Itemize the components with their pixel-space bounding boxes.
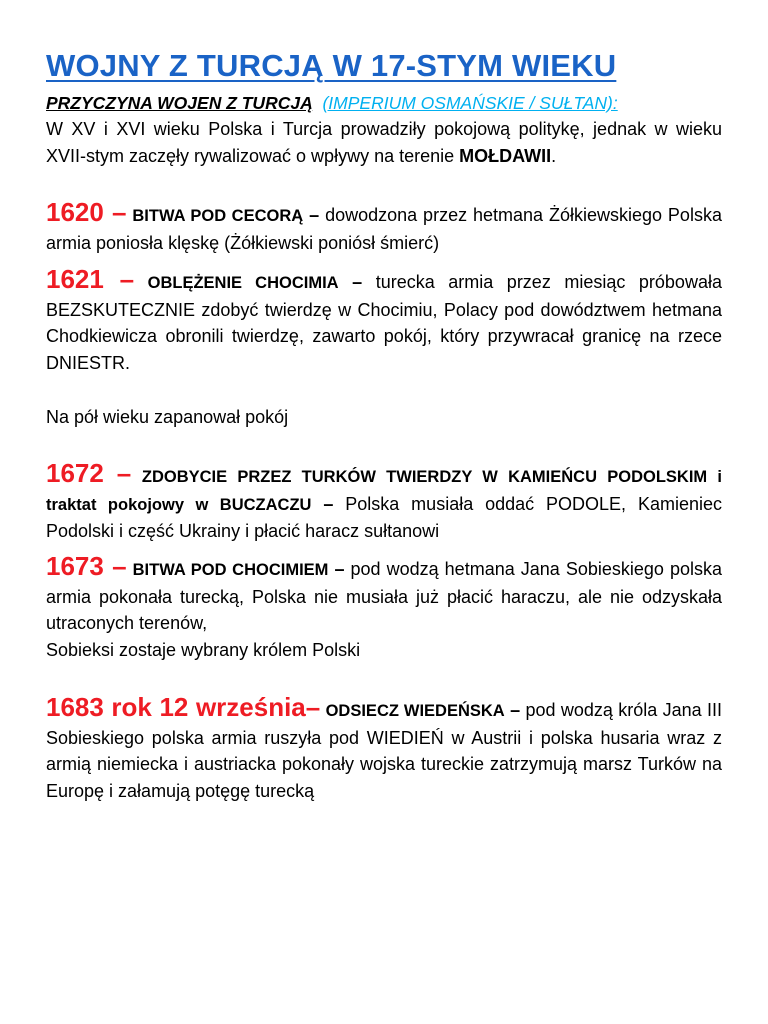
- intro-paragraph: [46, 116, 722, 169]
- event-title: ZDOBYCIE PRZEZ TURKÓW TWIERDZY W KAMIEŃCU PODOLSKIM i traktat pokojowy w BUCZACZU: [46, 468, 722, 514]
- event-title: BITWA POD CHOCIMIEM: [132, 561, 329, 579]
- intro-bold: MOŁDAWII: [459, 145, 552, 166]
- event-dash: –: [309, 205, 320, 225]
- subtitle-paren: (IMPERIUM OSMAŃSKIE / SUŁTAN):: [322, 93, 618, 113]
- event-text: pod wodzą króla Jana III Sobieskiego polska armia ruszyła pod WIEDIEŃ w Austrii i polska husaria wraz z armią niemiecka i austriacka pokonały wojska tureckie zatrzymują marsz Turków na Europę i załamują potęgę turecką: [46, 700, 722, 801]
- page-title: WOJNY Z TURCJĄ W 17-STYM WIEKU: [46, 48, 617, 83]
- event-year: 1621 –: [46, 264, 135, 294]
- peace-note: Na pół wieku zapanował pokój: [46, 407, 289, 427]
- event-text: pod wodzą hetmana Jana Sobieskiego polska armia pokonała turecką, Polska nie musiała już płacić haraczu, ale nie odzyskała utraconych terenów,: [46, 559, 722, 633]
- subtitle: [46, 92, 618, 114]
- intro-end: .: [551, 145, 557, 166]
- event-dash: –: [334, 559, 345, 579]
- event-dash: –: [352, 272, 363, 292]
- event-1620: [46, 199, 722, 256]
- event-text: turecka armia przez miesiąc próbowała BEZSKUTECZNIE zdobyć twierdzę w Chocimiu, Polacy pod dowództwem hetmana Chodkiewicza obronili twierdzę, zawarto pokój, który przywracał granicę na rzece DNIESTR.: [46, 272, 722, 373]
- event-year: 1620 –: [46, 197, 127, 227]
- event-1621: [46, 266, 722, 376]
- peace-note-paragraph: [46, 404, 722, 431]
- event-1673: [46, 553, 722, 663]
- event-text: dowodzona przez hetmana Żółkiewskiego Polska armia poniosła klęskę (Żółkiewski poniósł śmierć): [46, 205, 722, 253]
- event-year: 1672 –: [46, 458, 132, 488]
- event-dash: –: [323, 493, 334, 514]
- event-year: 1673 –: [46, 551, 127, 581]
- event-title: BITWA POD CECORĄ: [132, 207, 304, 225]
- event-1683: [46, 694, 722, 804]
- intro-text: W XV i XVI wieku Polska i Turcja prowadziły pokojową politykę, jednak w wieku XVII-stym zaczęły rywalizować o wpływy na terenie: [46, 119, 722, 166]
- event-1672: [46, 460, 722, 545]
- event-year: 1683 rok 12 września–: [46, 692, 321, 722]
- event-title: OBLĘŻENIE CHOCIMIA: [147, 274, 339, 292]
- event-text: Polska musiała oddać PODOLE, Kamieniec Podolski i część Ukrainy i płacić haracz sułtanowi: [46, 493, 722, 541]
- subtitle-lead: PRZYCZYNA WOJEN Z TURCJĄ: [46, 93, 313, 113]
- event-extra: Sobieksi zostaje wybrany królem Polski: [46, 639, 361, 660]
- event-dash: –: [510, 700, 521, 720]
- event-title: ODSIECZ WIEDEŃSKA: [325, 702, 505, 720]
